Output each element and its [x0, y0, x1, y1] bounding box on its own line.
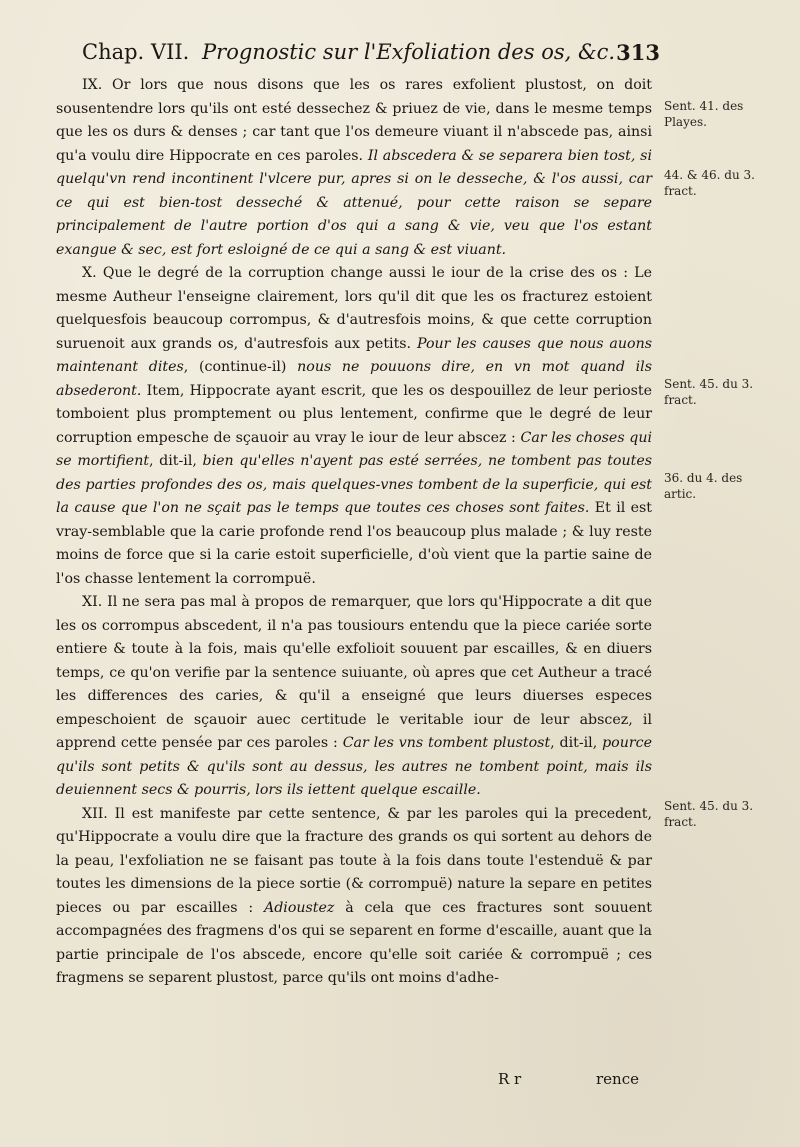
- margin-note: Sent. 45. du 3. fract.: [664, 377, 754, 407]
- body-text: XII. Il est manifeste par cette sentence, & par les paroles qui la precedent, qu'Hippocrate a voulu dire que la fracture des grands os qui sortent au dehors de la peau, l'exfoliation ne se faisant pas toute à la fois dans toute l'estenduë & par toutes les dimensions de la piece sortie (& corrompuë) nature la separe en petites pieces ou par escailles :: [56, 805, 652, 916]
- body-text: , dit-il,: [149, 453, 203, 469]
- paragraph-xi: [56, 591, 652, 803]
- body-text: IX. Or lors que nous disons que les os rares exfolient plustost, on doit sousentendre lors qu'ils ont esté dessechez & priuez de vie, dans le mesme temps que les os durs & denses ; car tant que l'os demeure viuant il n'abscede pas, ainsi qu'a voulu dire Hippocrate en ces paroles.: [56, 77, 652, 164]
- body-text: Et il est vray-semblable que la carie profonde rend l'os beaucoup plus malade ; & luy reste moins de force que si la carie estoit superficielle, d'où vient que la partie saine de l'os chasse lentement la corrompuë.: [56, 500, 652, 587]
- paragraph-xii: [56, 803, 652, 991]
- quotation-text: Adioustez: [263, 899, 335, 916]
- quotation-text: Car les vns tombent plustost: [342, 735, 551, 751]
- quotation-text: Car les choses qui se mortifient: [56, 429, 652, 469]
- catchword: rence: [596, 1070, 639, 1088]
- page-number: 313: [616, 40, 660, 65]
- chapter-label: Chap. VII.: [82, 40, 190, 64]
- main-text: [56, 74, 652, 991]
- signature-mark: R r: [498, 1070, 522, 1088]
- body-text: XI. Il ne sera pas mal à propos de remarquer, que lors qu'Hippocrate a dit que les os corrompus abscedent, il n'a pas tousiours entendu que la piece cariée sorte entiere & toute à la fois, mais qu'elle exfolioit souuent par escailles, & en diuers temps, ce qu'on verifie par la sentence suiuante, où apres que cet Autheur a tracé les differences des caries, & qu'il a enseigné que leurs diuerses especes empeschoient de sçauoir auec certitude le veritable iour de leur abscez, il apprend cette pensée par ces paroles :: [56, 594, 652, 751]
- body-text: , dit-il,: [550, 735, 603, 751]
- running-header: [82, 40, 660, 76]
- quotation-text: pource qu'ils sont petits & qu'ils sont au dessus, les autres ne tombent point, mais ils deuiennent secs & pourris, lors ils iettent quelque escaille.: [56, 735, 652, 798]
- quotation-text: Il abscedera & se separera bien tost, si quelqu'vn rend incontinent l'vlcere pur, apres si on le desseche, & l'os aussi, car ce qui est bien-tost desseché & attenué, pour cette raison se separe principalement de l'autre portion d'os qui a sang & vie, veu que l'os estant exangue & sec, est fort esloigné de ce qui a sang & est viuant.: [56, 147, 652, 258]
- body-text: X. Que le degré de la corruption change aussi le iour de la crise des os : Le mesme Autheur l'enseigne clairement, lors qu'il dit que les os fracturez estoient quelquesfois beaucoup corrompus, & d'autresfois moins, & que cette corruption suruenoit aux grands os, d'autresfois aux petits.: [56, 265, 652, 352]
- quotation-text: nous ne pouuons dire, en vn mot quand ils absederont.: [56, 359, 652, 399]
- quotation-text: Pour les causes que nous auons maintenant dites: [56, 335, 652, 375]
- margin-note: Sent. 45. du 3. fract.: [664, 799, 754, 829]
- body-text: à cela que ces fractures sont souuent accompagnées des fragmens d'os qui se separent en forme d'escaille, auant que la partie principale de l'os abscede, encore qu'elle soit cariée & corrompuë ; ces fragmens se separent plustost, parce qu'ils ont moins d'adhe-: [56, 899, 652, 986]
- margin-note: 44. & 46. du 3. fract.: [664, 168, 755, 198]
- paragraph-x: [56, 262, 652, 591]
- margin-note: Sent. 41. des Playes.: [664, 99, 744, 129]
- margin-note: 36. du 4. des artic.: [664, 471, 743, 501]
- body-text: , (continue-il): [183, 359, 298, 375]
- paragraph-ix: [56, 74, 652, 262]
- body-text: Item, Hippocrate ayant escrit, que les os despouillez de leur perioste tomboient plus promptement ou plus lentement, confirme que le degré de leur corruption empesche de sçauoir au vray le iour de leur abscez :: [56, 382, 652, 446]
- quotation-text: bien qu'elles n'ayent pas esté serrées, ne tombent pas toutes des parties profondes des os, mais quelques-vnes tombent de la superficie, qui est la cause que l'on ne sçait pas le temps que toutes ces choses sont faites.: [56, 453, 652, 516]
- running-title: Prognostic sur l'Exfoliation des os, &c.: [202, 40, 616, 64]
